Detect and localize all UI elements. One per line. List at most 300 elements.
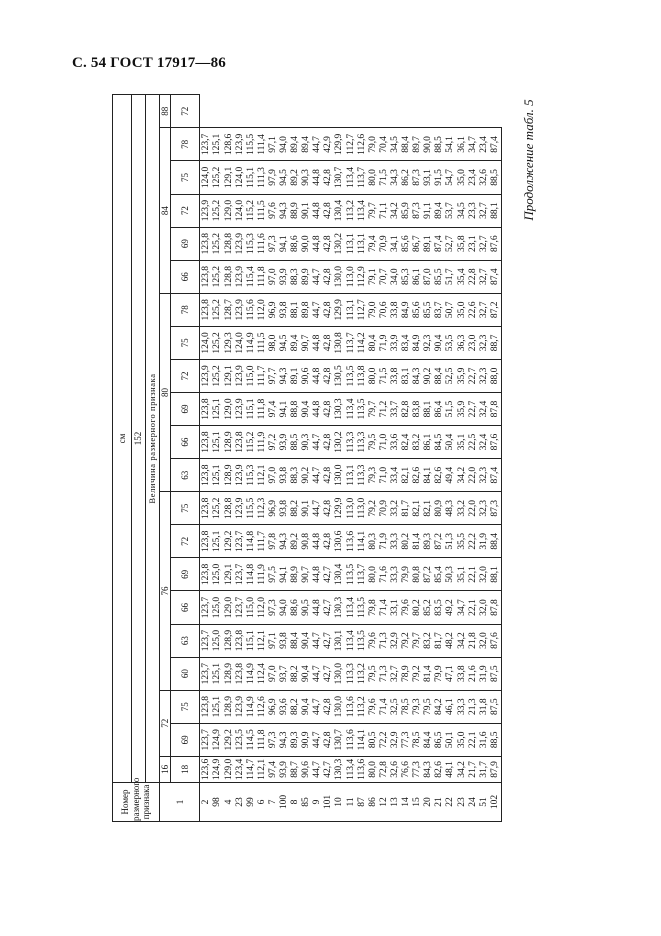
data-cell: 34,2 — [389, 202, 400, 219]
data-cell: 123,9 — [201, 199, 212, 222]
data-column — [200, 624, 502, 657]
data-cell: 86,1 — [423, 433, 434, 451]
sub-header-84-66: 66 — [171, 260, 200, 293]
data-cell: 84,4 — [423, 731, 434, 749]
data-cell: 113,7 — [356, 563, 367, 585]
data-cell: 82,4 — [401, 433, 412, 451]
data-cell: 83,2 — [412, 433, 423, 451]
data-cell: 113,4 — [345, 758, 356, 780]
data-cell: 88,6 — [290, 599, 301, 616]
data-cell: 123,9 — [234, 365, 245, 387]
data-cell: 33,8 — [389, 367, 400, 385]
data-cell: 114,9 — [245, 696, 256, 718]
group-label-cell: см — [113, 95, 132, 783]
data-cell: 129,0 — [223, 758, 234, 781]
sub-header-84-72: 72 — [171, 194, 200, 227]
data-cell: 78,5 — [401, 698, 412, 716]
data-cell: 123,7 — [201, 596, 212, 619]
data-cell: 32,7 — [478, 202, 489, 219]
data-cell: 89,2 — [290, 169, 301, 186]
data-cell: 33,8 — [456, 665, 467, 682]
data-cell: 48,2 — [445, 632, 456, 649]
data-cell: 76,6 — [401, 761, 412, 778]
data-cell: 123,8 — [201, 266, 212, 288]
data-cell: 113,7 — [345, 332, 356, 354]
data-cell: 42,8 — [323, 202, 334, 219]
data-cell: 32,4 — [478, 433, 489, 451]
data-cell: 111,7 — [256, 531, 267, 552]
data-cell: 49,2 — [445, 599, 456, 616]
sub-header-80-66: 66 — [171, 426, 200, 459]
data-cell: 112,0 — [256, 299, 267, 321]
row-label: 23 — [234, 797, 245, 807]
data-cell: 123,7 — [234, 530, 245, 553]
data-cell: 32,3 — [478, 466, 489, 484]
data-cell: 113,1 — [345, 299, 356, 321]
data-cell: 53,5 — [445, 334, 456, 352]
data-cell: 42,8 — [323, 698, 334, 716]
data-cell: 35,5 — [456, 533, 467, 550]
data-cell: 51,7 — [445, 268, 456, 286]
data-cell: 114,8 — [245, 563, 256, 585]
data-cell: 94,1 — [279, 400, 289, 418]
data-cell: 112,6 — [256, 696, 267, 718]
data-cell: 44,7 — [312, 301, 323, 319]
data-cell: 21,7 — [467, 761, 478, 778]
data-cell: 89,4 — [301, 136, 312, 153]
data-cell: 32,0 — [478, 632, 489, 649]
data-cell: 32,3 — [478, 367, 489, 385]
data-cell: 94,5 — [279, 334, 289, 352]
data-cell: 33,6 — [389, 433, 400, 451]
data-cell: 35,0 — [456, 301, 467, 319]
data-cell: 130,6 — [334, 530, 345, 553]
size-label-cell: Величина размерного признака — [146, 95, 160, 783]
data-cell: 33,3 — [389, 566, 400, 583]
row-label: 21 — [434, 797, 445, 807]
data-cell: 125,1 — [212, 133, 223, 156]
data-cell: 130,2 — [334, 232, 345, 255]
data-cell: 88,0 — [489, 367, 500, 385]
data-cell: 89,4 — [434, 202, 445, 219]
data-cell: 34,7 — [467, 136, 478, 153]
data-cell: 89,8 — [301, 301, 312, 319]
data-cell: 88,1 — [489, 202, 500, 219]
data-cell: 81,7 — [401, 499, 412, 517]
data-cell: 21,8 — [467, 632, 478, 649]
data-cell: 87,9 — [489, 761, 500, 778]
data-cell: 35,9 — [456, 400, 467, 418]
data-cell: 79,6 — [367, 632, 378, 649]
data-cell: 123,9 — [234, 497, 245, 519]
data-cell: 114,7 — [245, 758, 256, 780]
data-cell: 130,3 — [334, 596, 345, 619]
data-cell: 89,3 — [290, 731, 301, 749]
data-cell: 130,3 — [334, 758, 345, 781]
data-cell: 113,4 — [345, 596, 356, 619]
data-cell: 85,6 — [412, 301, 423, 319]
data-cell: 130,1 — [334, 629, 345, 652]
data-cell: 123,8 — [201, 464, 212, 486]
data-cell: 113,1 — [345, 464, 356, 486]
data-cell: 125,2 — [212, 266, 223, 288]
data-cell: 94,1 — [279, 566, 289, 583]
data-cell: 44,7 — [312, 499, 323, 517]
data-cell: 90,4 — [434, 334, 445, 352]
data-cell: 31,9 — [478, 665, 489, 682]
data-cell: 113,0 — [356, 497, 367, 519]
data-cell: 42,8 — [323, 268, 334, 286]
row-label: 101 — [323, 794, 334, 810]
data-cell: 111,8 — [256, 398, 267, 420]
row-label: 23 — [456, 797, 467, 807]
data-cell: 88,2 — [290, 665, 301, 682]
data-cell: 130,8 — [334, 332, 345, 354]
data-cell: 86,4 — [434, 400, 445, 418]
table-row — [200, 95, 502, 822]
data-cell: 31,7 — [478, 761, 489, 778]
data-cell: 113,1 — [345, 233, 356, 255]
data-cell: 80,2 — [412, 599, 423, 616]
row-label: 12 — [378, 797, 389, 807]
row-label: 22 — [445, 797, 456, 807]
data-cell: 129,1 — [223, 365, 234, 387]
data-cell: 82,6 — [434, 761, 445, 778]
row-label: 8 — [290, 799, 301, 805]
data-cell: 129,0 — [223, 596, 234, 619]
group-header-84: 84 — [160, 128, 171, 293]
data-cell: 88,7 — [489, 334, 500, 352]
data-column — [200, 690, 502, 723]
data-cell: 22,1 — [467, 566, 478, 583]
data-cell: 79,7 — [412, 632, 423, 649]
data-cell: 115,2 — [245, 200, 256, 222]
data-cell: 79,6 — [367, 698, 378, 716]
data-cell: 23,3 — [467, 202, 478, 219]
data-cell: 94,3 — [279, 202, 289, 219]
data-cell: 91,1 — [423, 202, 434, 219]
row-label: 87 — [356, 797, 367, 807]
data-cell: 113,5 — [356, 398, 367, 420]
data-cell: 123,9 — [234, 696, 245, 718]
data-cell: 113,3 — [345, 431, 356, 453]
data-cell: 79,9 — [434, 665, 445, 682]
data-cell: 90,3 — [301, 169, 312, 186]
data-cell: 91,5 — [434, 169, 445, 186]
data-column — [200, 459, 502, 492]
data-cell: 79,2 — [412, 665, 423, 682]
data-cell: 71,6 — [378, 566, 389, 583]
sub-header-72-69: 69 — [171, 723, 200, 756]
data-cell: 112,1 — [256, 464, 267, 486]
data-cell: 90,2 — [301, 466, 312, 484]
data-cell: 42,8 — [323, 169, 334, 186]
data-cell: 33,3 — [456, 698, 467, 716]
data-cell: 80,4 — [367, 334, 378, 352]
data-cell: 114,2 — [356, 332, 367, 354]
data-cell: 130,7 — [334, 166, 345, 189]
data-cell: 52,5 — [445, 367, 456, 385]
data-cell: 112,7 — [356, 299, 367, 321]
data-cell: 83,7 — [434, 301, 445, 319]
data-cell: 42,7 — [323, 566, 334, 583]
data-cell: 97,4 — [267, 400, 278, 418]
data-cell: 44,7 — [312, 761, 323, 778]
data-cell: 71,5 — [378, 367, 389, 385]
data-cell: 88,3 — [290, 466, 301, 484]
data-cell: 42,8 — [323, 466, 334, 484]
data-cell: 81,4 — [412, 533, 423, 550]
data-cell: 130,0 — [334, 696, 345, 718]
data-cell: 44,7 — [312, 731, 323, 749]
data-cell: 44,8 — [312, 566, 323, 583]
data-cell: 94,0 — [279, 136, 289, 153]
data-cell: 123,8 — [201, 530, 212, 553]
data-cell: 87,8 — [489, 400, 500, 418]
data-cell: 125,1 — [212, 431, 223, 453]
data-column — [200, 293, 502, 326]
data-cell: 113,2 — [356, 663, 367, 685]
data-cell: 125,2 — [212, 332, 223, 354]
data-cell: 54,1 — [445, 136, 456, 153]
data-cell: 34,0 — [389, 268, 400, 286]
data-cell: 93,9 — [279, 268, 289, 286]
data-cell: 129,0 — [223, 398, 234, 420]
sub-header-80-63: 63 — [171, 459, 200, 492]
data-cell: 129,2 — [223, 729, 234, 751]
data-cell: 112,0 — [256, 596, 267, 619]
data-cell: 42,8 — [323, 301, 334, 319]
data-cell: 115,3 — [245, 233, 256, 255]
data-cell: 50,7 — [445, 301, 456, 319]
data-cell: 34,1 — [389, 235, 400, 252]
size-table — [112, 94, 502, 822]
data-column — [200, 161, 502, 194]
data-column — [200, 128, 502, 161]
data-column — [200, 260, 502, 293]
data-cell: 79,6 — [401, 599, 412, 616]
data-cell: 80,0 — [367, 566, 378, 583]
data-cell: 94,3 — [279, 731, 289, 749]
data-cell: 70,7 — [378, 268, 389, 286]
data-cell: 71,1 — [378, 202, 389, 219]
data-cell: 129,0 — [223, 199, 234, 222]
data-cell: 44,8 — [312, 533, 323, 550]
data-cell: 111,5 — [256, 332, 267, 354]
data-cell: 115,1 — [245, 630, 256, 652]
row-label: 99 — [245, 797, 256, 807]
col-18-cell: 18 — [171, 756, 200, 782]
data-cell: 80,8 — [412, 566, 423, 583]
data-cell: 79,8 — [367, 599, 378, 616]
data-cell: 113,2 — [345, 200, 356, 222]
data-cell: 113,3 — [356, 431, 367, 453]
data-cell: 85,4 — [434, 566, 445, 583]
data-cell: 50,3 — [445, 566, 456, 583]
data-cell: 111,5 — [256, 200, 267, 221]
data-cell: 42,9 — [323, 136, 334, 153]
data-cell: 71,9 — [378, 533, 389, 550]
data-cell: 31,9 — [478, 533, 489, 550]
data-cell: 22,6 — [467, 301, 478, 319]
data-cell: 93,9 — [279, 433, 289, 451]
data-cell: 115,3 — [245, 464, 256, 486]
data-cell: 90,4 — [301, 632, 312, 649]
data-cell: 48,1 — [445, 761, 456, 778]
data-cell: 123,4 — [234, 758, 245, 781]
row-label: 7 — [267, 799, 278, 805]
data-cell: 22,2 — [467, 533, 478, 550]
data-cell: 47,1 — [445, 665, 456, 682]
row-label: 9 — [312, 799, 323, 805]
data-cell: 33,7 — [389, 400, 400, 418]
data-cell: 123,9 — [234, 232, 245, 255]
data-cell: 130,0 — [334, 266, 345, 288]
data-cell: 21,3 — [467, 698, 478, 716]
data-cell: 85,5 — [434, 268, 445, 286]
data-cell: 32,7 — [478, 301, 489, 319]
data-cell: 86,5 — [434, 731, 445, 749]
data-cell: 123,5 — [234, 729, 245, 751]
data-cell: 97,0 — [267, 268, 278, 286]
data-cell: 84,3 — [412, 367, 423, 385]
data-cell: 128,8 — [223, 497, 234, 519]
sub-header-84-78: 78 — [171, 128, 200, 161]
data-cell: 115,5 — [245, 133, 256, 155]
row-label: 20 — [423, 797, 434, 807]
sub-header-80-72: 72 — [171, 359, 200, 392]
data-cell: 33,2 — [389, 499, 400, 517]
data-cell: 44,8 — [312, 367, 323, 385]
data-cell: 113,4 — [345, 398, 356, 420]
data-cell: 84,9 — [401, 301, 412, 319]
data-cell: 128,9 — [223, 662, 234, 685]
row-label: 24 — [467, 797, 478, 807]
data-cell: 79,2 — [367, 499, 378, 517]
data-cell: 79,5 — [367, 665, 378, 682]
data-cell: 83,5 — [434, 599, 445, 616]
data-cell: 111,8 — [256, 266, 267, 288]
data-cell: 90,0 — [423, 136, 434, 153]
data-cell: 53,7 — [445, 202, 456, 219]
data-cell: 124,0 — [234, 199, 245, 222]
data-cell: 36,1 — [456, 136, 467, 153]
data-cell: 87,4 — [489, 466, 500, 484]
data-cell: 125,1 — [212, 662, 223, 685]
data-cell: 34,2 — [456, 466, 467, 484]
data-cell: 123,7 — [201, 729, 212, 751]
data-cell: 113,3 — [356, 464, 367, 486]
data-cell: 111,9 — [256, 431, 267, 453]
data-cell: 111,7 — [256, 365, 267, 387]
rotated-table-container — [112, 94, 594, 822]
data-cell: 123,9 — [234, 299, 245, 321]
data-cell: 70,6 — [378, 301, 389, 319]
data-cell: 129,9 — [334, 299, 345, 321]
data-cell: 93,7 — [279, 665, 289, 682]
data-column — [200, 227, 502, 260]
data-cell: 123,6 — [201, 758, 212, 781]
data-cell: 85,3 — [401, 268, 412, 286]
data-cell: 123,7 — [234, 563, 245, 586]
data-cell: 90,9 — [301, 731, 312, 749]
data-cell: 123,7 — [201, 662, 212, 685]
sub-header-84-69: 69 — [171, 227, 200, 260]
data-cell: 123,8 — [234, 662, 245, 685]
data-cell: 70,4 — [378, 136, 389, 153]
data-cell: 97,8 — [267, 533, 278, 550]
data-cell: 79,0 — [367, 301, 378, 319]
data-cell: 34,7 — [456, 599, 467, 616]
data-cell: 34,2 — [456, 632, 467, 649]
data-cell: 82,6 — [434, 466, 445, 484]
data-cell: 35,1 — [456, 566, 467, 583]
data-cell: 87,6 — [489, 235, 500, 252]
data-cell: 88,9 — [290, 202, 301, 219]
data-cell: 77,3 — [401, 731, 412, 749]
data-cell: 130,0 — [334, 464, 345, 486]
row-label: 11 — [345, 797, 356, 807]
data-cell: 87,2 — [434, 533, 445, 550]
data-cell: 79,7 — [367, 202, 378, 219]
group-header-80: 80 — [160, 293, 171, 491]
data-cell: 112,1 — [256, 758, 267, 780]
data-cell: 44,7 — [312, 698, 323, 716]
data-cell: 80,0 — [367, 367, 378, 385]
data-cell: 87,3 — [412, 202, 423, 219]
data-cell: 51,3 — [445, 533, 456, 550]
data-cell: 97,0 — [267, 665, 278, 682]
data-cell: 33,1 — [389, 599, 400, 616]
data-cell: 128,8 — [223, 232, 234, 255]
data-cell: 113,5 — [356, 630, 367, 652]
data-cell: 36,3 — [456, 334, 467, 352]
row-label: 15 — [412, 797, 423, 807]
data-cell: 96,9 — [267, 499, 278, 517]
data-cell: 71,2 — [378, 400, 389, 418]
data-cell: 35,4 — [456, 268, 467, 286]
data-cell: 125,0 — [212, 596, 223, 619]
data-cell: 123,9 — [201, 365, 212, 387]
data-cell: 112,1 — [256, 630, 267, 652]
data-cell: 115,1 — [245, 398, 256, 420]
data-cell: 34,5 — [389, 136, 400, 153]
data-cell: 86,7 — [412, 235, 423, 252]
data-cell: 115,6 — [245, 299, 256, 321]
data-cell: 113,0 — [345, 497, 356, 519]
data-cell: 82,1 — [423, 499, 434, 517]
data-cell: 32,0 — [478, 599, 489, 616]
data-cell: 88,3 — [290, 268, 301, 286]
data-cell: 88,8 — [290, 400, 301, 418]
data-cell: 88,4 — [401, 136, 412, 153]
data-cell: 113,5 — [345, 365, 356, 387]
data-cell: 93,1 — [423, 169, 434, 186]
data-cell: 82,1 — [412, 499, 423, 517]
data-cell: 92,3 — [423, 334, 434, 352]
data-cell: 89,3 — [423, 533, 434, 550]
data-column — [200, 558, 502, 591]
data-cell: 88,2 — [290, 499, 301, 517]
row-label: 4 — [223, 799, 234, 805]
data-cell: 115,0 — [245, 365, 256, 387]
data-cell: 113,8 — [356, 365, 367, 387]
data-cell: 90,3 — [301, 433, 312, 451]
data-cell: 79,2 — [401, 632, 412, 649]
data-cell: 125,2 — [212, 365, 223, 387]
data-cell: 23,4 — [467, 169, 478, 186]
data-cell: 78,9 — [401, 665, 412, 682]
